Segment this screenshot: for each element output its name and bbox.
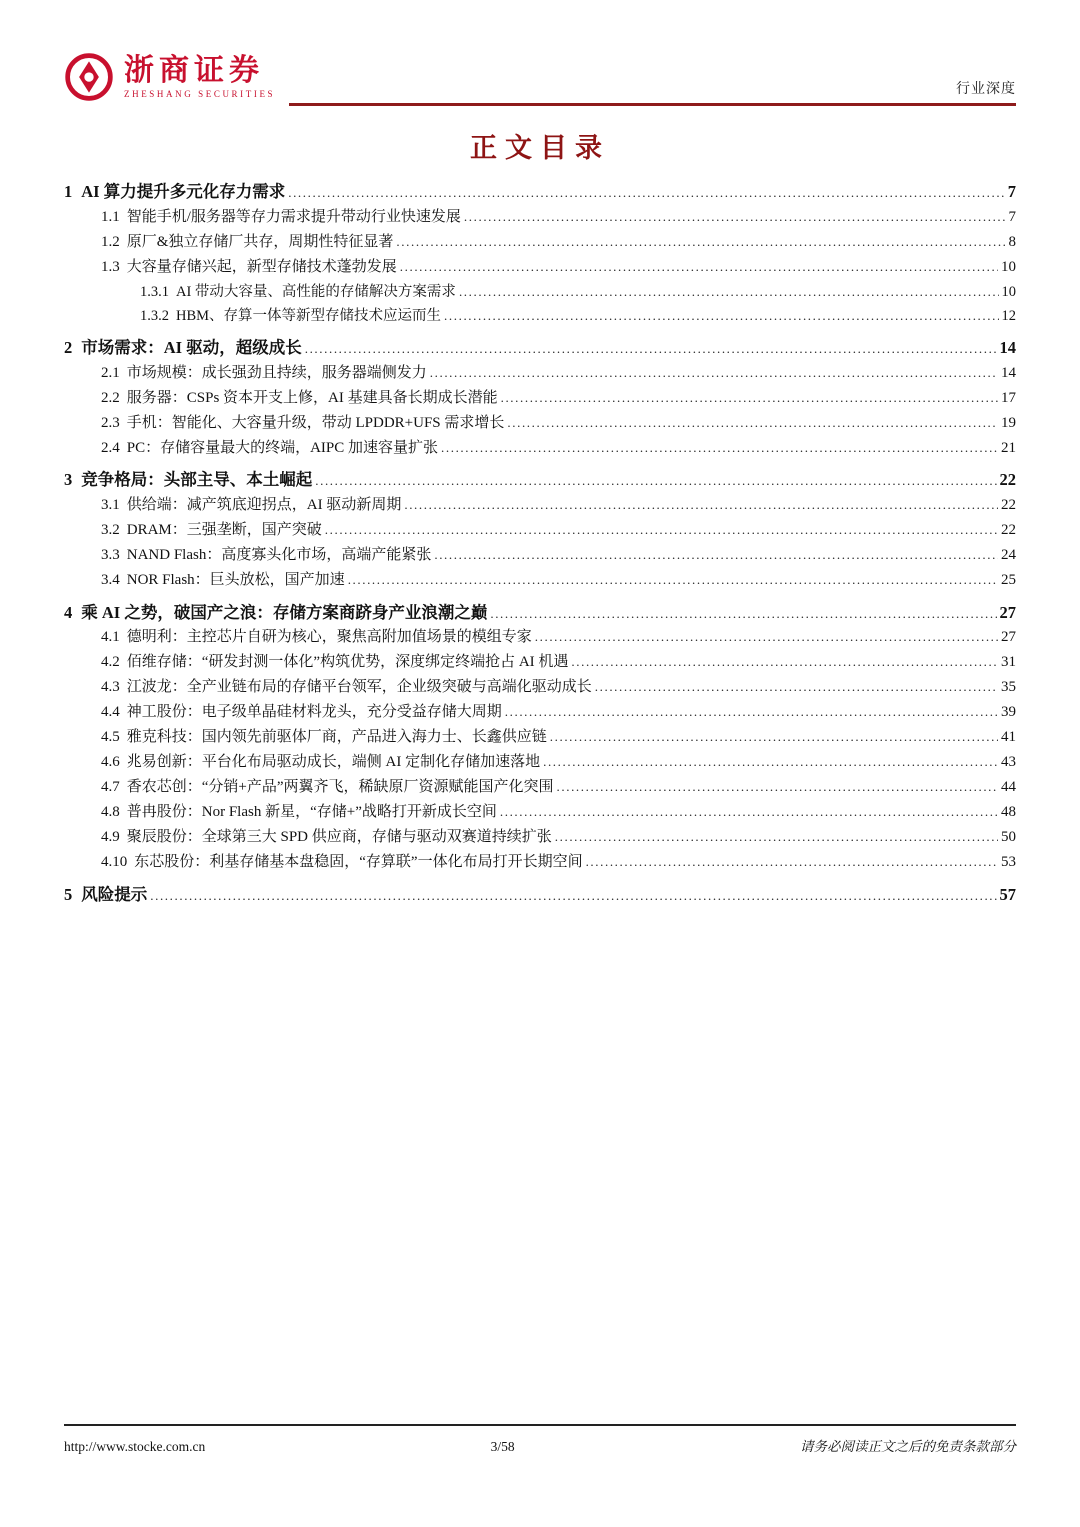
toc-entry-label: 德明利：主控芯片自研为核心，聚焦高附加值场景的模组专家 (126, 629, 532, 646)
toc-entry-number: 1.3.1 (140, 283, 169, 300)
toc-entry-page: 14 (1001, 364, 1016, 381)
toc-leader-dots (571, 653, 998, 673)
toc-entry-label: 风险提示 (81, 884, 148, 904)
header-right (289, 78, 1016, 106)
toc-leader-dots (315, 469, 996, 490)
brand-name-cn: 浙商证券 (124, 54, 264, 88)
toc-entry-number: 1.3.2 (140, 307, 169, 324)
toc-entry-label: 普冉股份：Nor Flash 新星，“存储+”战略打开新成长空间 (126, 804, 497, 821)
toc-entry[interactable] (101, 803, 1016, 823)
toc-leader-dots (500, 803, 998, 823)
report-header (64, 52, 1016, 106)
toc-leader-dots (464, 208, 1006, 228)
toc-entry-number: 2.4 (101, 439, 120, 456)
toc-entry-page: 22 (1001, 522, 1016, 538)
toc-entry-page: 7 (1007, 182, 1016, 201)
toc-leader-dots (459, 283, 999, 302)
toc-entry-page: 57 (999, 884, 1016, 904)
toc-entry[interactable] (101, 414, 1016, 434)
toc-entry[interactable] (101, 521, 1016, 541)
toc-entry[interactable] (101, 778, 1016, 798)
toc-entry-page: 31 (1001, 654, 1016, 671)
toc-entry-page: 25 (1001, 572, 1016, 588)
toc-entry[interactable] (101, 678, 1016, 698)
toc-entry-page: 22 (999, 470, 1016, 490)
toc-entry-page: 21 (1001, 439, 1016, 456)
toc-entry[interactable] (101, 364, 1016, 384)
toc-entry[interactable] (101, 753, 1016, 773)
toc-entry[interactable] (64, 884, 1016, 905)
brand-logo (64, 52, 275, 106)
toc-entry[interactable] (101, 546, 1016, 566)
toc-leader-dots (505, 703, 998, 723)
report-type-label: 行业深度 (956, 82, 1016, 97)
toc-entry-page: 50 (1001, 829, 1016, 846)
toc-entry-page: 19 (1001, 414, 1016, 431)
toc-entry-number: 1.1 (101, 208, 120, 225)
toc-leader-dots (507, 414, 998, 434)
toc-entry-page: 10 (1001, 283, 1016, 300)
toc-leader-dots (400, 258, 998, 278)
toc-entry-label: 聚辰股份：全球第三大 SPD 供应商，存储与驱动双赛道持续扩张 (126, 829, 552, 846)
toc-entry-label: 竞争格局：头部主导、本土崛起 (81, 470, 313, 490)
toc-entry-number: 4.3 (101, 679, 120, 696)
toc-entry-label: 供给端：减产筑底迎拐点，AI 驱动新周期 (126, 497, 402, 513)
toc-entry-label: 市场需求：AI 驱动，超级成长 (81, 337, 302, 357)
toc-entry-label: 原厂&独立存储厂共存，周期性特征显著 (126, 233, 394, 250)
toc-entry-number: 2.1 (101, 364, 120, 381)
toc-entry-number: 3 (64, 470, 73, 490)
toc-entry-page: 41 (1001, 729, 1016, 746)
toc-entry-number: 3.1 (101, 497, 120, 513)
toc-entry-page: 35 (1001, 679, 1016, 696)
toc-leader-dots (404, 496, 998, 516)
toc-entry-page: 53 (1001, 854, 1016, 871)
toc-entry-page: 12 (1001, 307, 1016, 324)
toc-entry-label: PC：存储容量最大的终端，AIPC 加速容量扩张 (126, 439, 439, 456)
toc-entry-number: 4.8 (101, 804, 120, 821)
toc-entry[interactable] (64, 602, 1016, 623)
toc-leader-dots (396, 233, 1005, 253)
toc-entry-number: 4 (64, 602, 73, 622)
toc-entry-page: 48 (1001, 804, 1016, 821)
page-footer (64, 1424, 1016, 1455)
toc-leader-dots (305, 337, 997, 358)
toc-entry[interactable] (101, 728, 1016, 748)
toc-entry-number: 4.1 (101, 629, 120, 646)
toc-entry[interactable] (64, 469, 1016, 490)
toc-entry[interactable] (101, 571, 1016, 591)
toc-leader-dots (535, 628, 998, 648)
toc-entry-label: HBM、存算一体等新型存储技术应运而生 (176, 307, 442, 324)
toc-entry-label: 雅克科技：国内领先前驱体厂商，产品进入海力士、长鑫供应链 (126, 729, 547, 746)
footer-disclaimer: 请务必阅读正文之后的免责条款部分 (800, 1438, 1016, 1454)
toc-entry-page: 27 (1001, 629, 1016, 646)
toc-entry-number: 4.9 (101, 829, 120, 846)
toc-entry-page: 17 (1001, 389, 1016, 406)
toc-entry-page: 8 (1008, 233, 1016, 250)
toc-entry-page: 27 (999, 602, 1016, 622)
toc-leader-dots (325, 521, 998, 541)
toc-entry-number: 4.4 (101, 704, 120, 721)
toc-entry-number: 1 (64, 182, 73, 201)
toc-entry-label: 兆易创新：平台化布局驱动成长，端侧 AI 定制化存储加速落地 (126, 754, 541, 771)
toc-entry-number: 5 (64, 884, 73, 904)
toc-entry[interactable] (101, 258, 1016, 278)
toc-entry-label: 服务器：CSPs 资本开支上修，AI 基建具备长期成长潜能 (126, 389, 498, 406)
toc-entry-label: NAND Flash：高度寡头化市场，高端产能紧张 (126, 547, 432, 563)
toc-entry-number: 3.3 (101, 547, 120, 563)
toc-leader-dots (288, 181, 1005, 202)
toc-entry[interactable] (101, 389, 1016, 409)
toc-entry-label: 神工股份：电子级单晶硅材料龙头，充分受益存储大周期 (126, 704, 502, 721)
toc-entry[interactable] (140, 283, 1016, 302)
footer-page-number: 3/58 (490, 1438, 515, 1454)
toc-entry-label: 手机：智能化、大容量升级，带动 LPDDR+UFS 需求增长 (126, 414, 505, 431)
header-rule (289, 103, 1016, 106)
toc-list (64, 181, 1016, 905)
toc-entry-number: 1.2 (101, 233, 120, 250)
toc-leader-dots (557, 778, 998, 798)
toc-entry-page: 24 (1001, 547, 1016, 563)
toc-entry-number: 2 (64, 337, 73, 357)
toc-entry-number: 2.3 (101, 414, 120, 431)
page-title: 正文目录 (470, 133, 610, 163)
toc-entry-label: 江波龙：全产业链布局的存储平台领军，企业级突破与高端化驱动成长 (126, 679, 592, 696)
toc-entry-label: 大容量存储兴起，新型存储技术蓬勃发展 (126, 258, 397, 275)
toc-entry-number: 3.2 (101, 522, 120, 538)
toc-leader-dots (550, 728, 998, 748)
toc-entry[interactable] (101, 233, 1016, 253)
toc-entry[interactable] (101, 828, 1016, 848)
toc-entry-number: 4.10 (101, 854, 128, 871)
toc-entry[interactable] (101, 208, 1016, 228)
toc-entry[interactable] (64, 337, 1016, 358)
toc-entry[interactable] (101, 703, 1016, 723)
toc-entry-label: 市场规模：成长强劲且持续，服务器端侧发力 (126, 364, 427, 381)
toc-entry[interactable] (64, 181, 1016, 202)
toc-entry[interactable] (101, 496, 1016, 516)
footer-url[interactable]: http://www.stocke.com.cn (64, 1438, 206, 1454)
toc-entry-label: 佰维存储：“研发封测一体化”构筑优势，深度绑定终端抢占 AI 机遇 (126, 654, 569, 671)
toc-entry-page: 44 (1001, 779, 1016, 796)
toc-leader-dots (586, 853, 998, 873)
toc-entry-label: 香农芯创：“分销+产品”两翼齐飞，稀缺原厂资源赋能国产化突围 (126, 779, 554, 796)
toc-entry-number: 2.2 (101, 389, 120, 406)
toc-entry-label: 智能手机/服务器等存力需求提升带动行业快速发展 (126, 208, 461, 225)
footer-row (64, 1435, 1016, 1455)
toc-leader-dots (555, 828, 998, 848)
page-content (64, 52, 1016, 910)
toc-entry[interactable] (101, 628, 1016, 648)
toc-leader-dots (430, 364, 998, 384)
toc-entry-label: AI 带动大容量、高性能的存储解决方案需求 (176, 283, 456, 300)
toc-entry-number: 3.4 (101, 572, 120, 588)
toc-entry-number: 4.5 (101, 729, 120, 746)
toc-entry-number: 1.3 (101, 258, 120, 275)
brand-name (124, 55, 275, 99)
toc-leader-dots (441, 439, 998, 459)
zheshang-emblem-icon (64, 52, 114, 102)
toc-leader-dots (490, 602, 996, 623)
toc-entry-page: 39 (1001, 704, 1016, 721)
toc-entry-number: 4.6 (101, 754, 120, 771)
toc-entry-label: DRAM：三强垄断，国产突破 (126, 522, 322, 538)
brand-name-en: ZHESHANG SECURITIES (124, 88, 276, 99)
toc-entry-number: 4.7 (101, 779, 120, 796)
toc-entry-page: 43 (1001, 754, 1016, 771)
toc-entry-page: 7 (1008, 208, 1016, 225)
toc-entry-label: 乘 AI 之势，破国产之浪：存储方案商跻身产业浪潮之巅 (81, 602, 488, 622)
toc-entry[interactable] (101, 653, 1016, 673)
toc-entry-page: 14 (999, 337, 1016, 357)
toc-entry-number: 4.2 (101, 654, 120, 671)
toc-entry-label: AI 算力提升多元化存力需求 (81, 182, 286, 201)
toc-leader-dots (434, 546, 998, 566)
toc-entry-label: NOR Flash：巨头放松，国产加速 (126, 572, 345, 588)
footer-rule (64, 1424, 1016, 1426)
toc-entry[interactable] (101, 853, 1016, 873)
toc-entry-label: 东芯股份：利基存储基本盘稳固，“存算联”一体化布局打开长期空间 (134, 854, 583, 871)
toc-leader-dots (150, 884, 996, 905)
toc-entry-page: 22 (1001, 497, 1016, 513)
toc-leader-dots (444, 307, 998, 326)
toc-entry-page: 10 (1001, 258, 1016, 275)
toc-leader-dots (348, 571, 998, 591)
toc-leader-dots (501, 389, 998, 409)
toc-entry[interactable] (140, 307, 1016, 326)
toc-entry[interactable] (101, 439, 1016, 459)
toc-leader-dots (595, 678, 998, 698)
toc-leader-dots (543, 753, 998, 773)
